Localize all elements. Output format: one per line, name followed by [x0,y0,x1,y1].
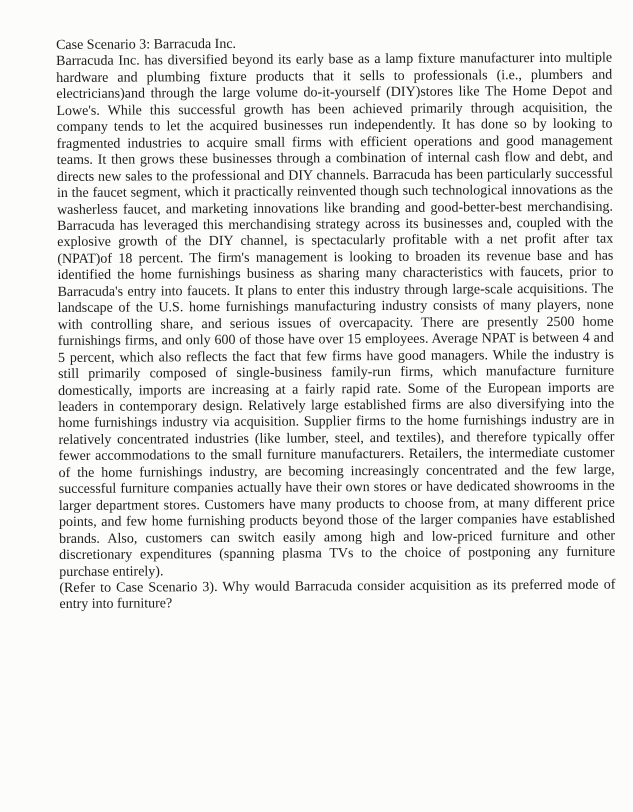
question-text: (Refer to Case Scenario 3). Why would Barracuda consider acquisition as its preferred mode of entry into furniture? [59,577,616,613]
case-title: Case Scenario 3: Barracuda Inc. [56,36,237,53]
case-document [56,35,616,614]
case-body-paragraph: Barracuda Inc. has diversified beyond its early base as a lamp fixture manufacturer into multiple hardware and plumbing fixture products that it sells to professionals (i.e., plumbers and electricians)and through the large volume do-it-yourself (DIY)stores like The Home Depot and Lowe's. While this successful growth has been achieved primarily through acquisition, the company tends to let the acquired businesses run independently. It has done so by looking to fragmented industries to acquire small firms with efficient operations and good management teams. It then grows these businesses through a combination of internal cash flow and debt, and directs new sales to the professional and DIY channels. Barracuda has been particularly successful in the faucet segment, which it practically reinvented though such technological innovations as the washerless faucet, and marketing innovations like branding and good-better-best merchandising. Barracuda has leveraged this merchandising strategy across its businesses and, coupled with the explosive growth of the DIY channel, is spectacularly profitable with a net profit after tax (NPAT)of 18 percent. The firm's management is looking to broaden its revenue base and has identified the home furnishings business as sharing many characteristics with faucets, prior to Barracuda's entry into faucets. It plans to enter this industry through large-scale acquisitions. The landscape of the U.S. home furnishings manufacturing industry consists of many players, none with controlling share, and serious issues of overcapacity. There are presently 2500 home furnishings firms, and only 600 of those have over 15 employees. Average NPAT is between 4 and 5 percent, which also reflects the fact that few firms have good managers. While the industry is still primarily composed of single-business family-run firms, which manufacture furniture domestically, imports are increasing at a fairly rapid rate. Some of the European imports are leaders in contemporary design. Relatively large established firms are also diversifying into the home furnishings industry via acquisition. Supplier firms to the home furnishings industry are in relatively concentrated industries (like lumber, steel, and textiles), and therefore typically offer fewer accommodations to the small furniture manufacturers. Retailers, the intermediate customer of the home furnishings industry, are becoming increasingly concentrated and the few large, successful furniture companies actually have their own stores or have dedicated showrooms in the larger department stores. Customers have many products to choose from, at many different price points, and few home furnishing products beyond those of the larger companies have established brands. Also, customers can switch easily among high and low-priced furniture and other discretionary expenditures (spanning plasma TVs to the choice of postponing any furniture purchase entirely). [56,51,616,580]
